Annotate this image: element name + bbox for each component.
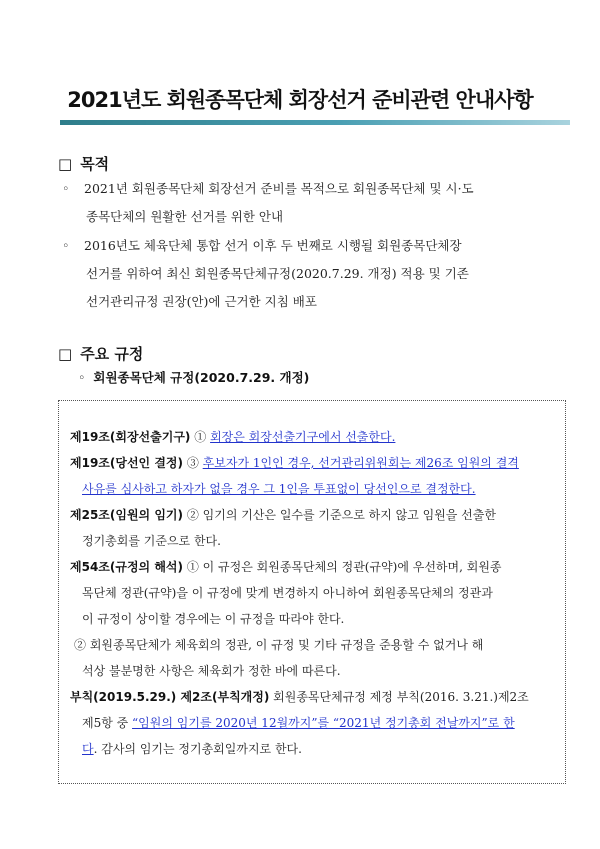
hollow-circle-bullet-icon: ◦ (62, 181, 70, 196)
section-heading-text: 주요 규정 (80, 345, 144, 363)
checkbox-square-icon: □ (58, 155, 73, 173)
article-25-term: 제25조(임원의 임기) ② 임기의 기산은 일수를 기준으로 하지 않고 임원을 선출한 (70, 508, 496, 522)
section-heading-rules (58, 343, 143, 364)
rules-sub-bullet: ◦ 회원종목단체 규정(2020.7.29. 개정) (78, 370, 310, 385)
title-underline-bar (60, 120, 570, 125)
article-19-winner-decision: 제19조(당선인 결정) ③ 후보자가 1인인 경우, 선거관리위원회는 제26조 임원의 결격 (70, 456, 519, 470)
hollow-circle-bullet-icon: ◦ (62, 238, 70, 253)
supplementary-provision: 부칙(2019.5.29.) 제2조(부칙개정) 회원종목단체규정 제정 부칙(2016. 3.21.)제2조 (70, 690, 529, 704)
section-heading-purpose (58, 153, 109, 174)
article-19-election-body: 제19조(회장선출기구) ① 회장은 회장선출기구에서 선출한다. (70, 430, 396, 444)
highlighted-text: 회장은 회장선출기구에서 선출한다. (210, 430, 396, 444)
highlighted-text: 다 (82, 742, 94, 756)
highlighted-text: “임원의 임기를 2020년 12월까지”를 “2021년 정기총회 전날까지”로 한 (132, 716, 515, 730)
section-heading-text: 목적 (80, 155, 110, 173)
highlighted-text: 후보자가 1인인 경우, 선거관리위원회는 제26조 임원의 결격 (202, 456, 519, 470)
regulation-content: 제19조(회장선출기구) ① 회장은 회장선출기구에서 선출한다. 제19조(당선인 결정) ③ 후보자가 1인인 경우, 선거관리위원회는 제26조 임원의 결격 사유를 심사하고 하자가 없을 경우 그 1인을 투표없이 당선인으로 결정한다. 제25조(임원의 임기) ② 임기의 기산은 일수를 기준으로 하지 않고 임원을 선출한 정기총회를 기준으로 한다. 제54조(규정의 해석) ① 이 규정은 회원종목단체의 정관(규약)에 우선하며, 회원종 목단체 정관(규약)을 이 규정에 맞게 변경하지 아니하여 회원종목단체의 정관과 이 규정이 상이할 경우에는 이 규정을 따라야 한다. ② 회원종목단체가 체육회의 정관, 이 규정 및 기타 규정을 준용할 수 없거나 해 석상 불분명한 사항은 체육회가 정한 바에 따른다. 부칙(2019.5.29.) 제2조(부칙개정) 회원종목단체규정 제정 부칙(2016. 3.21.)제2조 제5항 중 “임원의 임기를 2020년 12월까지”를 “2021년 정기총회 전날까지”로 한 다. 감사의 임기는 정기총회일까지로 한다. (70, 424, 562, 762)
document-title: 2021년도 회원종목단체 회장선거 준비관련 안내사항 (67, 88, 533, 112)
hollow-circle-bullet-icon: ◦ (78, 370, 86, 385)
checkbox-square-icon: □ (58, 345, 73, 363)
purpose-bullet-1: ◦ 2021년 회원종목단체 회장선거 준비를 목적으로 회원종목단체 및 시·도 종목단체의 원활한 선거를 위한 안내 (62, 175, 570, 231)
article-54-interpretation: 제54조(규정의 해석) ① 이 규정은 회원종목단체의 정관(규약)에 우선하며, 회원종 (70, 560, 502, 574)
purpose-bullet-2: ◦ 2016년도 체육단체 통합 선거 이후 두 번째로 시행될 회원종목단체장 선거를 위하여 최신 회원종목단체규정(2020.7.29. 개정) 적용 및 기존 선거관리규정 권장(안)에 근거한 지침 배포 (62, 232, 570, 316)
highlighted-text: 사유를 심사하고 하자가 없을 경우 그 1인을 투표없이 당선인으로 결정한다. (82, 482, 476, 496)
